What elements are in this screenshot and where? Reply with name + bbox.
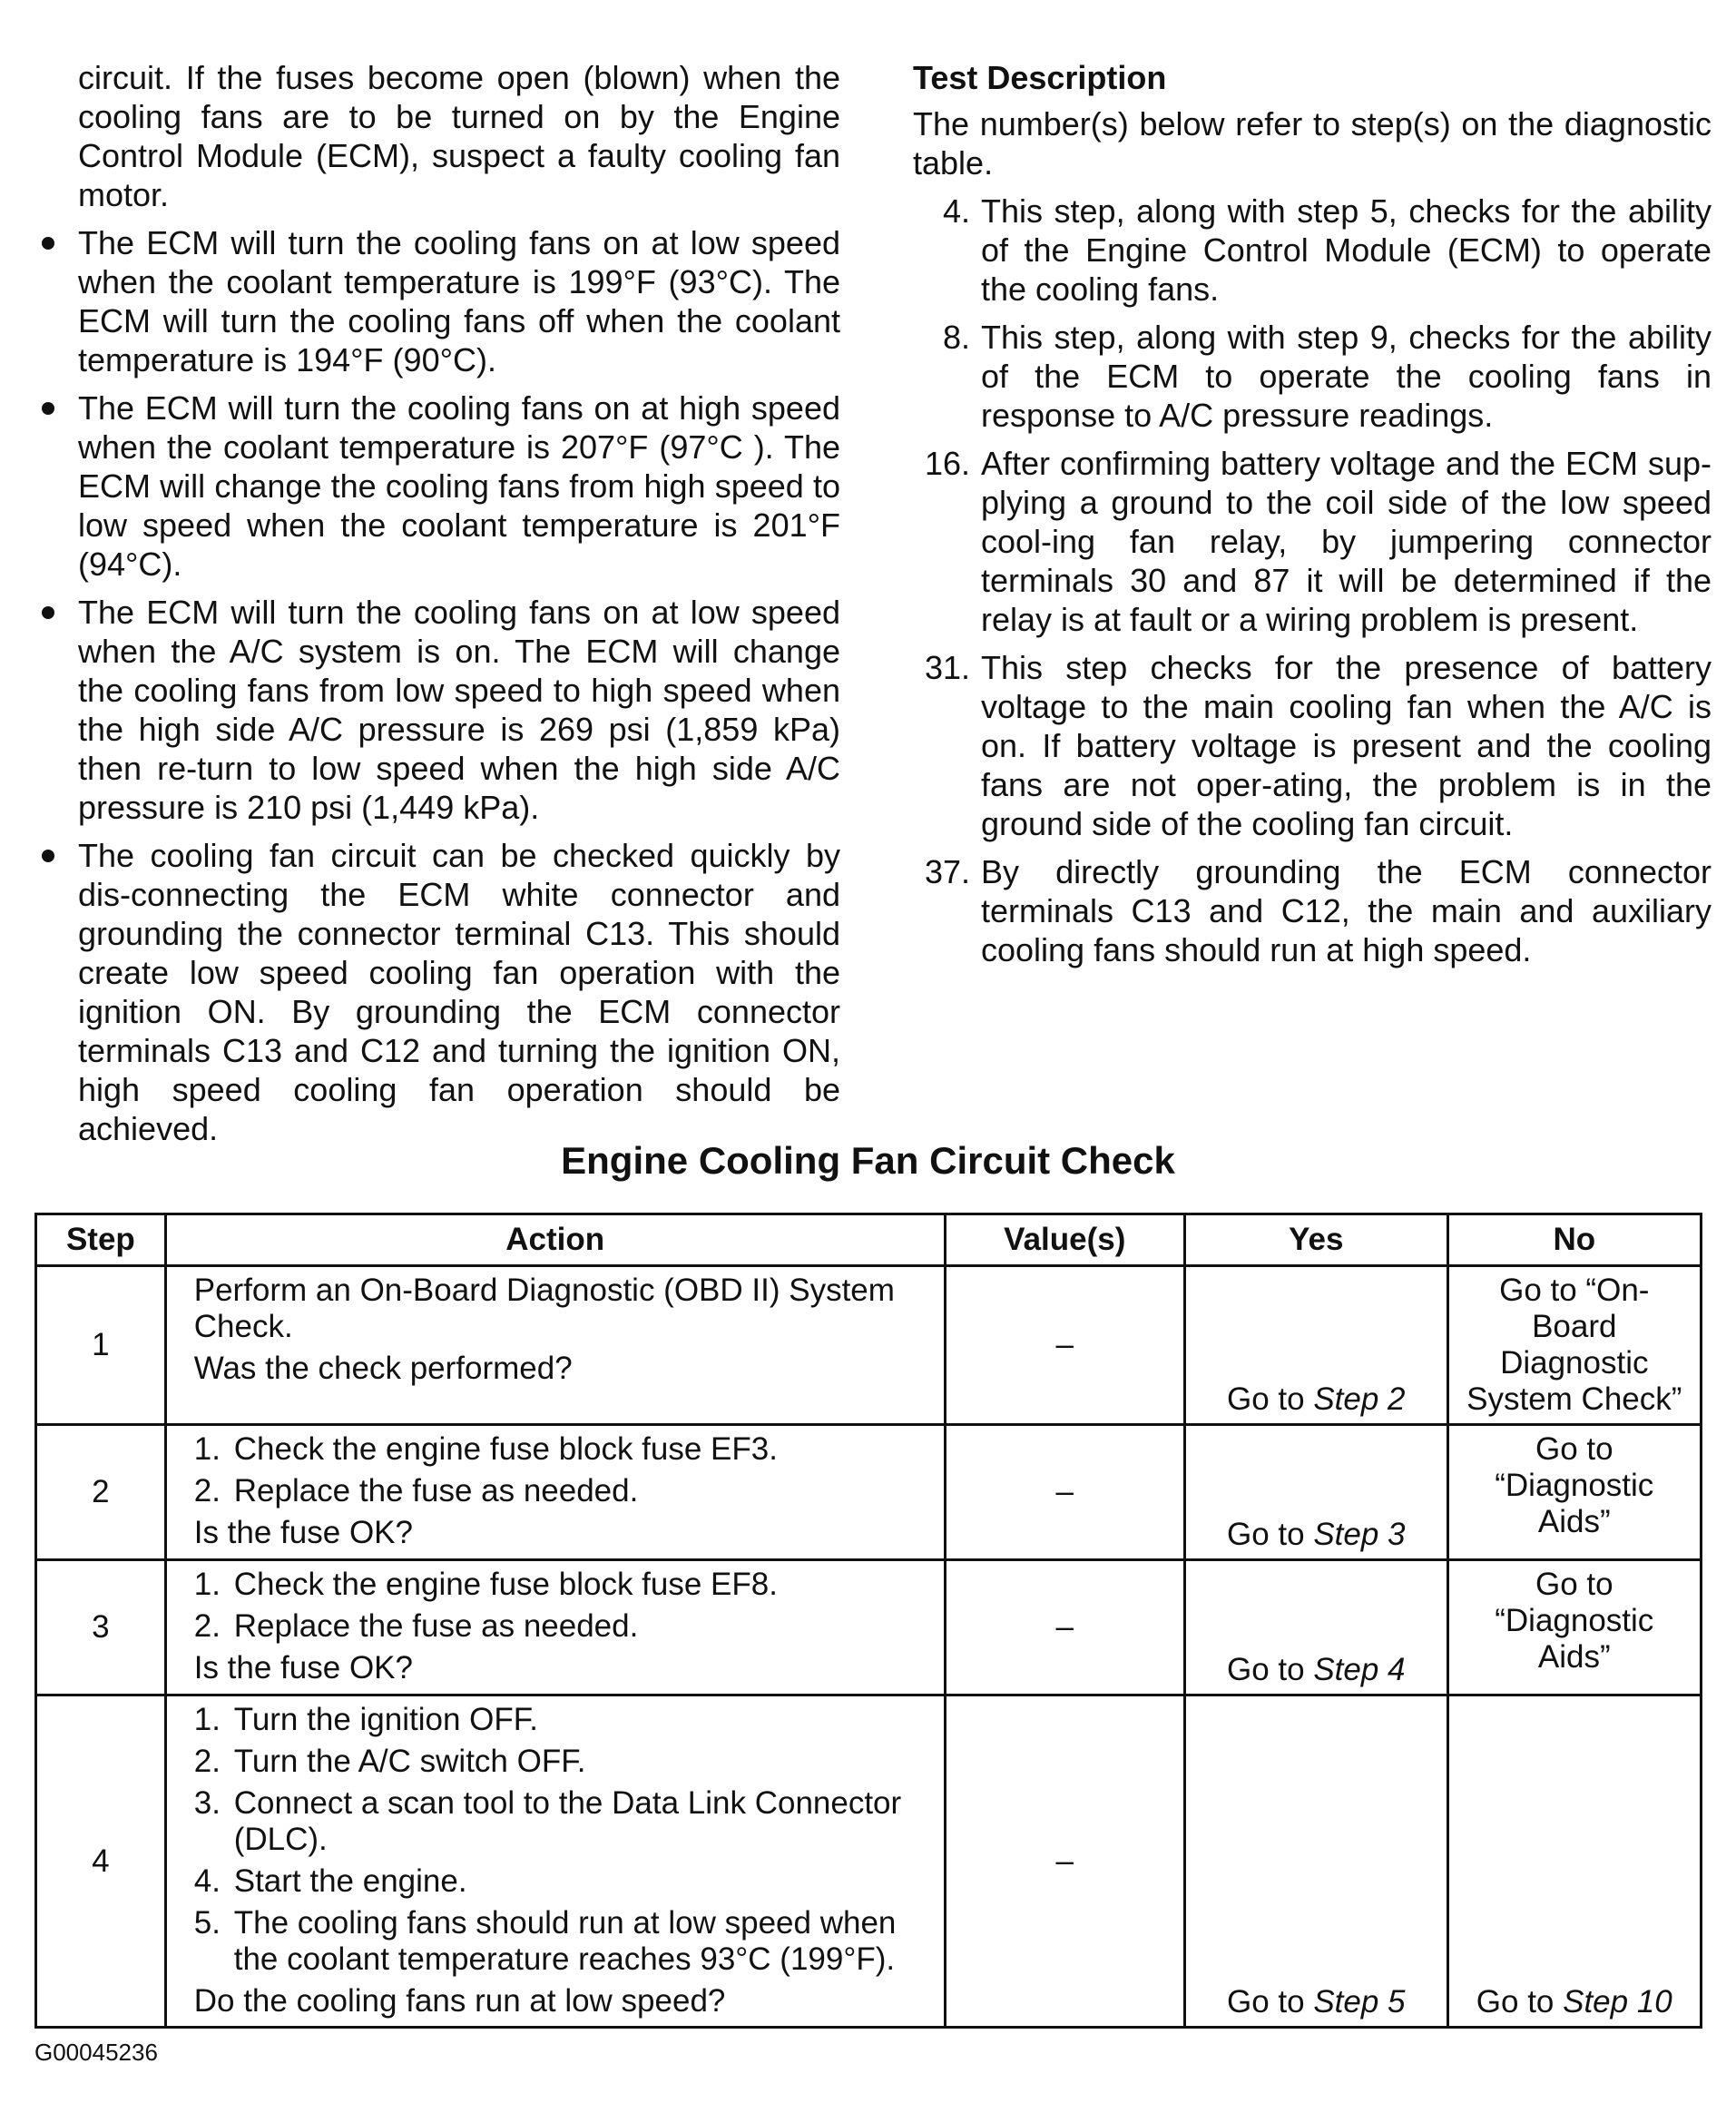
action-number: 2. — [193, 1473, 221, 1509]
step-cell: 2 — [36, 1425, 166, 1560]
left-bullet-list — [78, 223, 840, 1148]
test-description-heading: Test Description — [913, 59, 1167, 96]
item-text: This step, along with step 9, checks for the ability of the ECM to operate the cooling fans in response to A/C pressure readings. — [981, 319, 1711, 434]
item-number: 8. — [942, 319, 970, 356]
item-text: By directly grounding the ECM connector terminals C13 and C12, the main and auxiliary cooling fans should run at high speed. — [981, 853, 1711, 968]
yes-prefix: Go to — [1227, 1517, 1314, 1552]
value-cell: – — [945, 1425, 1184, 1560]
action-line-text: Check the engine fuse block fuse EF3. — [233, 1431, 778, 1467]
yes-cell — [1184, 1695, 1447, 2028]
item-number: 4. — [942, 192, 970, 230]
action-cell — [165, 1695, 945, 2028]
test-description-item — [913, 852, 1711, 969]
table-row — [36, 1266, 1702, 1425]
bullet-dot-icon — [42, 606, 54, 619]
value-cell: – — [945, 1695, 1184, 2028]
action-line — [194, 1702, 935, 1738]
bullet-text: The ECM will turn the cooling fans on at low speed when the coolant temperature is 199°F (93°C). The ECM will turn the cooling fans off when the coolant temperature is 194°F (90°C). — [78, 224, 840, 378]
bullet-item — [78, 223, 840, 379]
bullet-item — [78, 593, 840, 827]
action-line-text: Replace the fuse as needed. — [233, 1473, 639, 1509]
action-cell — [165, 1560, 945, 1695]
action-line-text: Turn the ignition OFF. — [233, 1702, 538, 1737]
item-text: After confirming battery voltage and the ECM sup-plying a ground to the coil side of the low speed cool-ing fan relay, by jumpering connector terminals 30 and 87 it will be determined if the relay is at fault or a wiring problem is present. — [981, 445, 1711, 638]
action-cell — [165, 1425, 945, 1560]
test-description-intro: The number(s) below refer to step(s) on the diagnostic table. — [913, 105, 1711, 182]
value-cell: – — [945, 1266, 1184, 1425]
action-line — [194, 1744, 935, 1780]
yes-step-link: Step 4 — [1313, 1652, 1406, 1687]
step-cell: 3 — [36, 1560, 166, 1695]
action-cell — [165, 1266, 945, 1425]
header-action: Action — [165, 1214, 945, 1266]
action-question: Is the fuse OK? — [193, 1650, 413, 1685]
value-cell: – — [945, 1560, 1184, 1695]
action-line — [194, 1785, 935, 1858]
step-cell: 1 — [36, 1266, 166, 1425]
test-description-item — [913, 444, 1711, 639]
action-line-text: Turn the A/C switch OFF. — [233, 1744, 586, 1779]
action-line — [194, 1473, 935, 1509]
bullet-item — [78, 836, 840, 1148]
action-line — [194, 1905, 935, 1978]
action-line-text: Start the engine. — [233, 1863, 467, 1899]
header-step: Step — [36, 1214, 166, 1266]
bullet-text: The ECM will turn the cooling fans on at low speed when the A/C system is on. The ECM will change the cooling fans from low speed to high speed when the high side A/C pressure is 269 psi (1,859 kPa) then re-turn to low speed when the high side A/C pressure is 210 psi (1,449 kPa). — [78, 594, 840, 826]
item-number: 31. — [924, 649, 970, 686]
yes-prefix: Go to — [1227, 1984, 1314, 2020]
bullet-dot-icon — [42, 402, 54, 415]
bullet-text: The ECM will turn the cooling fans on at high speed when the coolant temperature is 207°F (97°C ). The ECM will change the cooling fans from high speed to low speed when the coolant temperature is 201°F (94°C). — [78, 389, 840, 583]
bullet-dot-icon — [42, 237, 54, 250]
yes-prefix: Go to — [1227, 1381, 1314, 1417]
action-number: 5. — [193, 1905, 221, 1941]
bullet-text: The cooling fan circuit can be checked quickly by dis-connecting the ECM white connector and grounding the connector terminal C13. This should create low speed cooling fan operation with the ignition ON. By grounding the ECM connector terminals C13 and C12 and turning the ignition ON, high speed cooling fan operation should be achieved. — [78, 837, 840, 1147]
action-number: 1. — [193, 1702, 221, 1737]
action-number: 1. — [193, 1567, 221, 1602]
action-line — [194, 1608, 935, 1645]
test-description-item — [913, 192, 1711, 309]
item-text: This step, along with step 5, checks for the ability of the Engine Control Module (ECM) to operate the cooling fans. — [981, 192, 1711, 308]
no-cell — [1447, 1695, 1701, 2028]
table-row — [36, 1560, 1702, 1695]
test-description-item — [913, 318, 1711, 435]
action-number: 2. — [193, 1608, 221, 1644]
no-cell: Go to “Diagnostic Aids” — [1447, 1425, 1701, 1560]
action-number: 4. — [193, 1863, 221, 1899]
action-line — [194, 1863, 935, 1900]
no-step-link: Step 10 — [1563, 1984, 1672, 2020]
right-column — [913, 58, 1711, 978]
table-row — [36, 1695, 1702, 2028]
test-description-list — [913, 192, 1711, 969]
left-column — [78, 58, 840, 1157]
yes-prefix: Go to — [1227, 1652, 1314, 1687]
test-description-item — [913, 648, 1711, 843]
table-row — [36, 1425, 1702, 1560]
action-question: Was the check performed? — [193, 1351, 573, 1386]
action-line-text: Check the engine fuse block fuse EF8. — [233, 1567, 778, 1602]
step-cell: 4 — [36, 1695, 166, 2028]
left-intro-paragraph: circuit. If the fuses become open (blown) when the cooling fans are to be turned on by the Engine Control Module (ECM), suspect a faulty cooling fan motor. — [78, 59, 840, 213]
item-number: 16. — [924, 445, 970, 482]
header-no: No — [1447, 1214, 1701, 1266]
bullet-item — [78, 388, 840, 584]
bullet-dot-icon — [42, 850, 54, 862]
action-number: 3. — [193, 1785, 221, 1821]
action-line-text: Connect a scan tool to the Data Link Connector (DLC). — [233, 1785, 902, 1857]
figure-code: G00045236 — [34, 2039, 158, 2066]
action-line-text: The cooling fans should run at low speed when the coolant temperature reaches 93°C (199°F). — [233, 1905, 897, 1977]
action-line-text: Replace the fuse as needed. — [233, 1608, 639, 1644]
yes-cell — [1184, 1560, 1447, 1695]
action-number: 1. — [193, 1431, 221, 1467]
no-prefix: Go to — [1476, 1984, 1564, 2020]
yes-step-link: Step 2 — [1313, 1381, 1406, 1417]
action-line — [194, 1567, 935, 1603]
yes-cell — [1184, 1425, 1447, 1560]
diagnostic-table — [34, 1213, 1702, 2029]
action-question: Do the cooling fans run at low speed? — [193, 1983, 726, 2019]
header-yes: Yes — [1184, 1214, 1447, 1266]
header-value: Value(s) — [945, 1214, 1184, 1266]
item-text: This step checks for the presence of battery voltage to the main cooling fan when the A/C is on. If battery voltage is present and the cooling fans are not oper-ating, the problem is in the ground side of the cooling fan circuit. — [981, 649, 1711, 842]
action-number: 2. — [193, 1744, 221, 1779]
no-cell: Go to “On-Board Diagnostic System Check” — [1447, 1266, 1701, 1425]
action-line — [194, 1431, 935, 1468]
yes-cell — [1184, 1266, 1447, 1425]
no-cell: Go to “Diagnostic Aids” — [1447, 1560, 1701, 1695]
yes-step-link: Step 5 — [1313, 1984, 1406, 2020]
yes-step-link: Step 3 — [1313, 1517, 1406, 1552]
table-title: Engine Cooling Fan Circuit Check — [561, 1139, 1175, 1182]
action-question: Is the fuse OK? — [193, 1515, 413, 1550]
action-text: Perform an On-Board Diagnostic (OBD II) System Check. — [193, 1273, 895, 1344]
item-number: 37. — [924, 853, 970, 890]
table-header-row — [36, 1214, 1702, 1266]
